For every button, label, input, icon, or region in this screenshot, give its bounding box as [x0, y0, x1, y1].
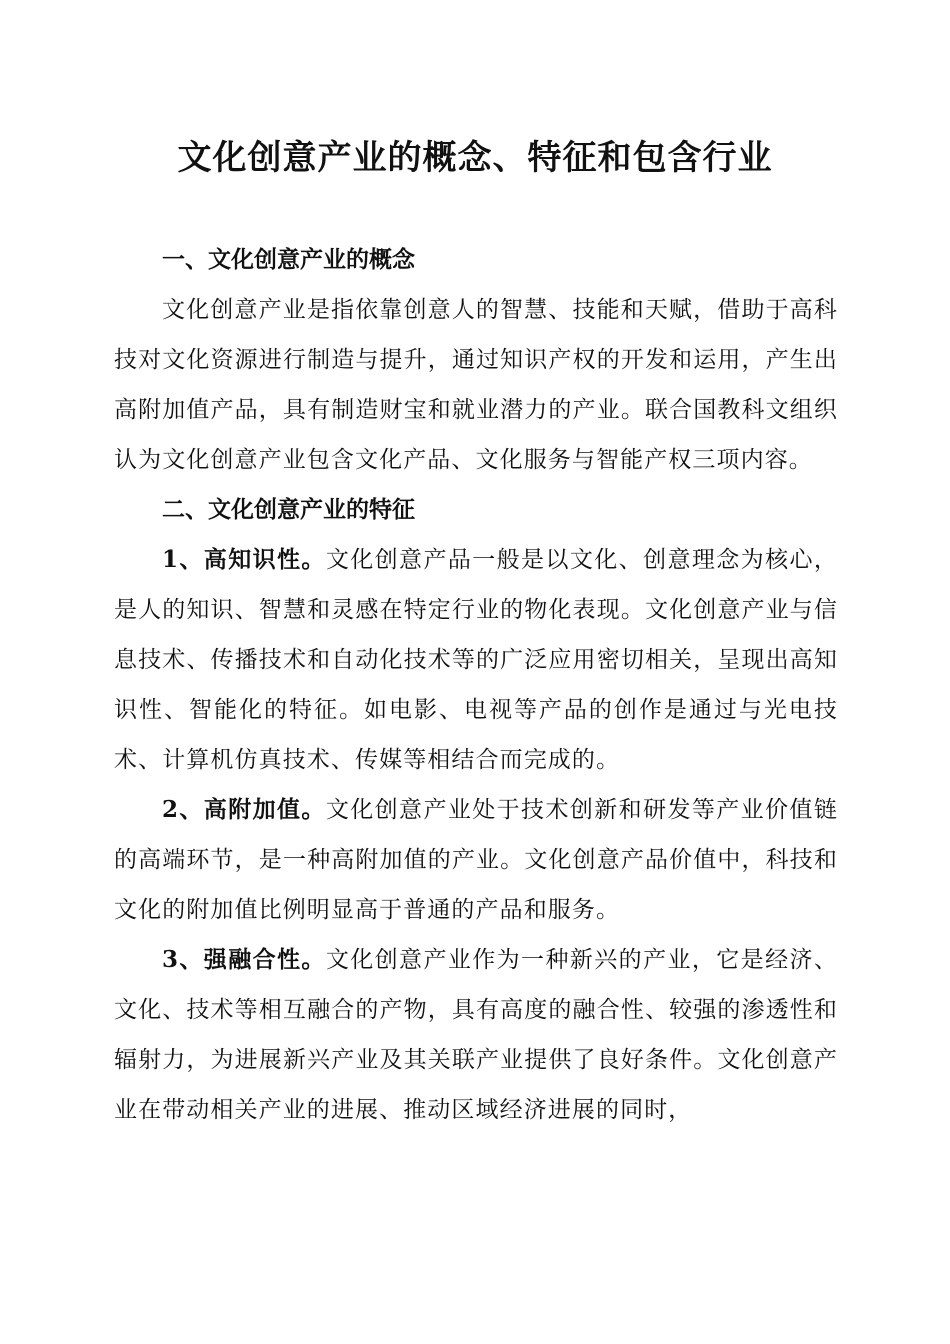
paragraph-strong-integration	[114, 935, 838, 1135]
paragraph-text: 文化创意产业作为一种新兴的产业，它是经济、文化、技术等相互融合的产物，具有高度的融合性、较强的渗透性和辐射力，为进展新兴产业及其关联产业提供了良好条件。文化创意产业在带动相关产业的进展、推动区域经济进展的同时，	[114, 947, 838, 1123]
section-heading-features: 二、文化创意产业的特征	[162, 497, 415, 523]
section-heading-concept: 一、文化创意产业的概念	[162, 247, 415, 273]
document-body	[114, 235, 838, 1135]
section-concept	[114, 235, 838, 485]
paragraph-lead: 1、高知识性。	[162, 546, 326, 573]
paragraph-lead: 3、强融合性。	[162, 946, 326, 973]
document-title: 文化创意产业的概念、特征和包含行业	[177, 138, 773, 178]
section-features	[114, 485, 838, 1135]
paragraph-text: 文化创意产品一般是以文化、创意理念为核心，是人的知识、智慧和灵感在特定行业的物化表现。文化创意产业与信息技术、传播技术和自动化技术等的广泛应用密切相关，呈现出高知识性、智能化的特征。如电影、电视等产品的创作是通过与光电技术、计算机仿真技术、传媒等相结合而完成的。	[114, 547, 838, 773]
paragraph-concept	[114, 285, 838, 485]
paragraph-text: 文化创意产业处于技术创新和研发等产业价值链的高端环节，是一种高附加值的产业。文化创意产品价值中，科技和文化的附加值比例明显高于普通的产品和服务。	[114, 797, 838, 923]
paragraph-text: 文化创意产业是指依靠创意人的智慧、技能和天赋，借助于高科技对文化资源进行制造与提升，通过知识产权的开发和运用，产生出高附加值产品，具有制造财宝和就业潜力的产业。联合国教科文组织认为文化创意产业包含文化产品、文化服务与智能产权三项内容。	[114, 297, 838, 473]
paragraph-lead: 2、高附加值。	[162, 796, 326, 823]
paragraph-high-knowledge	[114, 535, 838, 785]
paragraph-high-added-value	[114, 785, 838, 935]
